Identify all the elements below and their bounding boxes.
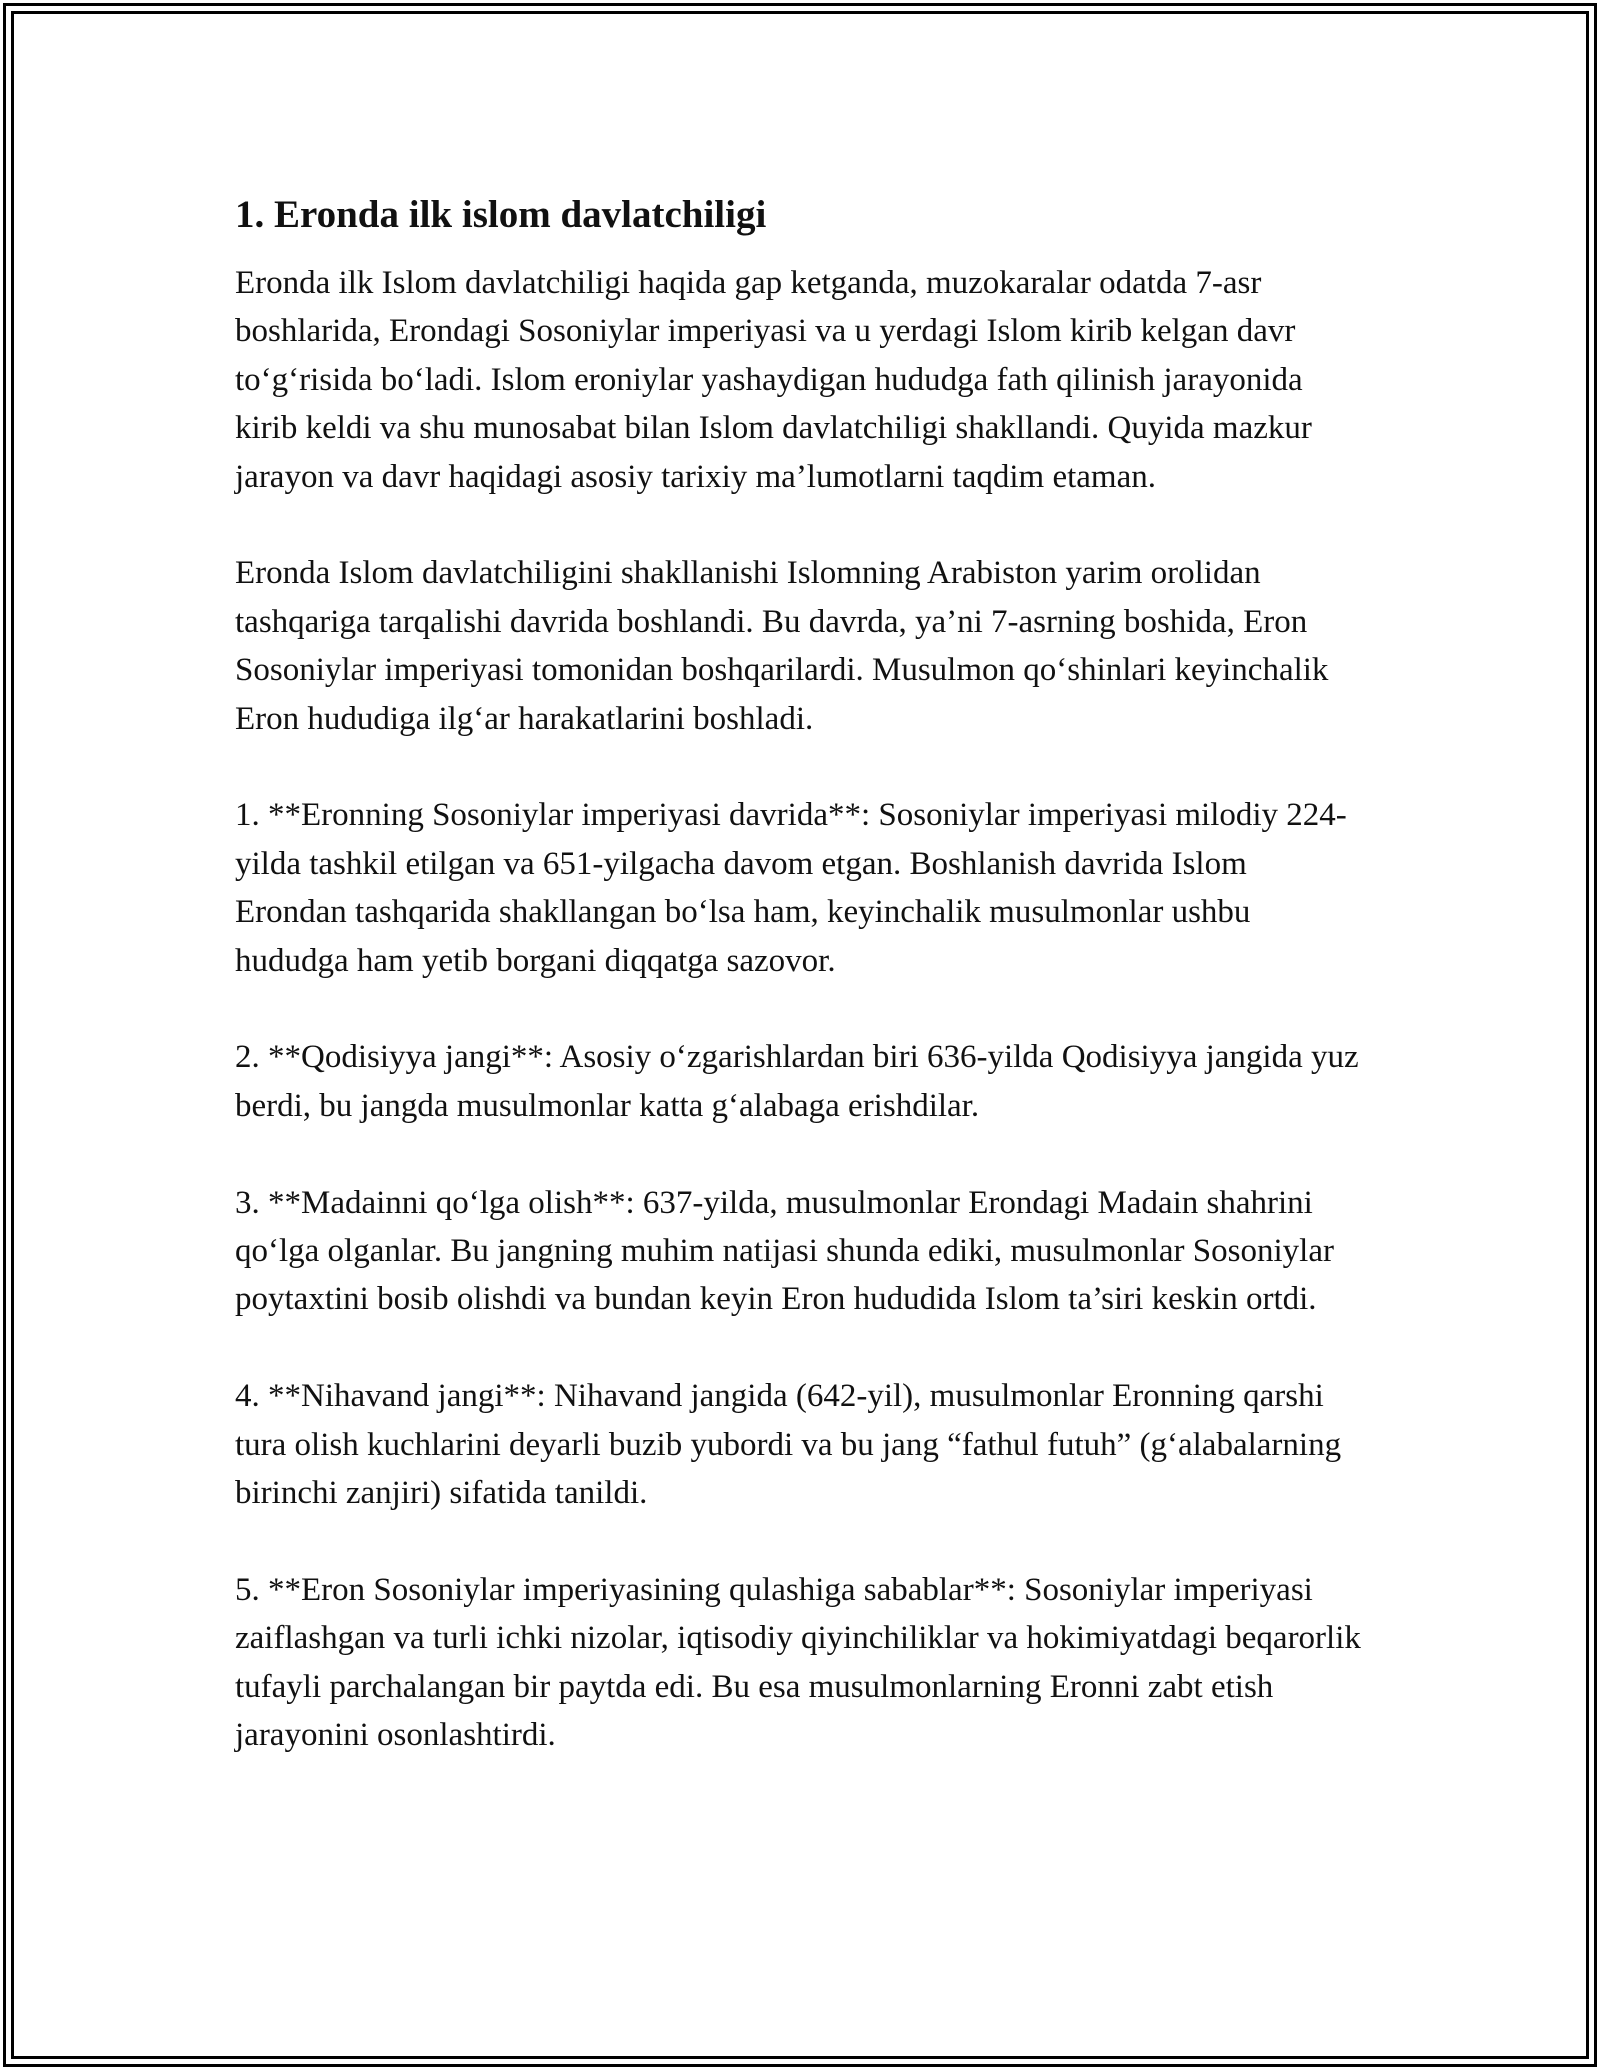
list-item-2: 2. **Qodisiyya jangi**: Asosiy o‘zgarishlardan biri 636-yilda Qodisiyya jangida yuz berdi, bu jangda musulmonlar katta g‘alabaga erishdilar. (235, 1039, 1359, 1124)
list-item-4: 4. **Nihavand jangi**: Nihavand jangida (642-yil), musulmonlar Eronning qarshi tura olish kuchlarini deyarli buzib yubordi va bu jang “fathul futuh” (g‘alabalarning birinchi zanjiri) sifatida tanildi. (235, 1378, 1342, 1512)
list-item-1: 1. **Eronning Sosoniylar imperiyasi davrida**: Sosoniylar imperiyasi milodiy 224-yilda tashkil etilgan va 651-yilgacha davom etgan. Boshlanish davrida Islom Erondan tashqarida shakllangan bo‘lsa ham, keyinchalik musulmonlar ushbu hududga ham yetib borgani diqqatga sazovor. (235, 797, 1347, 979)
list-item-5: 5. **Eron Sosoniylar imperiyasining qulashiga sabablar**: Sosoniylar imperiyasi zaiflashgan va turli ichki nizolar, iqtisodiy qiyinchiliklar va hokimiyatdagi beqarorlik tufayli parchalangan bir paytda edi. Bu esa musulmonlarning Eronni zabt etish jarayonini osonlashtirdi. (235, 1571, 1361, 1754)
document-title: 1. Eronda ilk islom davlatchiligi (235, 193, 767, 236)
intro-paragraph: Eronda ilk Islom davlatchiligi haqida gap ketganda, muzokaralar odatda 7-asr boshlarida, Erondagi Sosoniylar imperiyasi va u yerdagi Islom kirib kelgan davr to‘g‘risida bo‘ladi. Islom eroniylar yashaydigan hududga fath qilinish jarayonida kirib keldi va shu munosabat bilan Islom davlatchiligi shakllandi. Quyida mazkur jarayon va davr haqidagi asosiy tarixiy ma’lumotlarni taqdim etaman. (235, 265, 1312, 495)
document-body (235, 189, 1365, 1808)
list-item-3: 3. **Madainni qo‘lga olish**: 637-yilda, musulmonlar Erondagi Madain shahrini qo‘lga olganlar. Bu jangning muhim natijasi shunda ediki, musulmonlar Sosoniylar poytaxtini bosib olishdi va bundan keyin Eron hududida Islom ta’siri keskin ortdi. (235, 1184, 1334, 1318)
background-paragraph: Eronda Islom davlatchiligini shakllanishi Islomning Arabiston yarim orolidan tashqariga tarqalishi davrida boshlandi. Bu davrda, ya’ni 7-asrning boshida, Eron Sosoniylar imperiyasi tomonidan boshqarilardi. Musulmon qo‘shinlari keyinchalik Eron hududiga ilg‘ar harakatlarini boshladi. (235, 555, 1329, 737)
